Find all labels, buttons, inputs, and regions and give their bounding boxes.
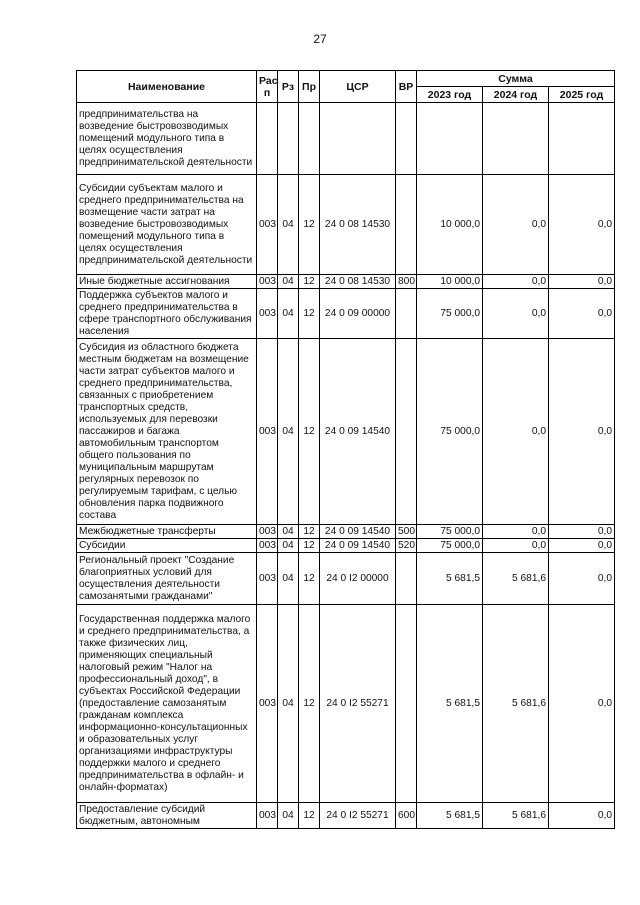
table-row	[77, 339, 615, 525]
row-sum-2025: 0,0	[549, 339, 615, 525]
row-pr: 12	[299, 525, 320, 539]
table-row	[77, 275, 615, 289]
row-name: Межбюджетные трансферты	[77, 525, 257, 539]
row-sum-2024: 0,0	[483, 175, 549, 275]
row-vr	[396, 289, 417, 339]
row-ras: 003	[257, 803, 278, 829]
row-sum-2024: 5 681,6	[483, 803, 549, 829]
row-csr: 24 0 I2 55271	[320, 803, 396, 829]
row-sum-2023: 75 000,0	[417, 289, 483, 339]
row-ras: 003	[257, 553, 278, 605]
row-vr: 600	[396, 803, 417, 829]
row-csr: 24 0 09 00000	[320, 289, 396, 339]
header-year-2025: 2025 год	[549, 87, 615, 103]
row-pr	[299, 103, 320, 175]
table-row	[77, 605, 615, 803]
row-sum-2024: 0,0	[483, 539, 549, 553]
header-sum: Сумма	[417, 71, 615, 87]
row-sum-2025: 0,0	[549, 175, 615, 275]
row-csr: 24 0 08 14530	[320, 275, 396, 289]
row-pr: 12	[299, 539, 320, 553]
row-rz: 04	[278, 553, 299, 605]
row-csr: 24 0 09 14540	[320, 339, 396, 525]
row-pr: 12	[299, 339, 320, 525]
row-vr	[396, 103, 417, 175]
row-vr: 800	[396, 275, 417, 289]
row-pr: 12	[299, 275, 320, 289]
row-sum-2025: 0,0	[549, 803, 615, 829]
header-ras: Рас п	[257, 71, 278, 103]
row-sum-2024: 5 681,6	[483, 605, 549, 803]
row-ras: 003	[257, 175, 278, 275]
row-sum-2025: 0,0	[549, 553, 615, 605]
row-sum-2025	[549, 103, 615, 175]
header-year-2024: 2024 год	[483, 87, 549, 103]
header-vr: ВР	[396, 71, 417, 103]
row-ras: 003	[257, 525, 278, 539]
row-name: Предоставление субсидий бюджетным, автономным	[77, 803, 257, 829]
row-sum-2025: 0,0	[549, 539, 615, 553]
row-name: Иные бюджетные ассигнования	[77, 275, 257, 289]
row-csr	[320, 103, 396, 175]
row-name: Региональный проект "Создание благоприятных условий для осуществления деятельности самозанятыми гражданами"	[77, 553, 257, 605]
row-sum-2025: 0,0	[549, 275, 615, 289]
row-sum-2023: 10 000,0	[417, 275, 483, 289]
row-ras: 003	[257, 289, 278, 339]
row-ras: 003	[257, 275, 278, 289]
row-ras: 003	[257, 605, 278, 803]
row-name: Поддержка субъектов малого и среднего предпринимательства в сфере транспортного обслуживания населения	[77, 289, 257, 339]
row-sum-2024: 0,0	[483, 525, 549, 539]
table-row	[77, 289, 615, 339]
row-ras: 003	[257, 539, 278, 553]
row-sum-2023: 75 000,0	[417, 525, 483, 539]
header-csr: ЦСР	[320, 71, 396, 103]
header-name: Наименование	[77, 71, 257, 103]
table-row	[77, 539, 615, 553]
row-vr	[396, 553, 417, 605]
row-vr: 520	[396, 539, 417, 553]
row-vr	[396, 339, 417, 525]
table-row	[77, 103, 615, 175]
header-year-2023: 2023 год	[417, 87, 483, 103]
row-sum-2023: 5 681,5	[417, 553, 483, 605]
row-pr: 12	[299, 803, 320, 829]
row-sum-2023: 75 000,0	[417, 539, 483, 553]
row-rz: 04	[278, 803, 299, 829]
row-rz: 04	[278, 289, 299, 339]
row-vr	[396, 175, 417, 275]
budget-table	[76, 70, 615, 829]
row-name: Субсидии субъектам малого и среднего предпринимательства на возмещение части затрат на возведение быстровозводимых помещений модульного типа в целях осуществления предпринимательской деятельности	[77, 175, 257, 275]
row-sum-2024: 5 681,6	[483, 553, 549, 605]
row-name: Субсидии	[77, 539, 257, 553]
row-sum-2025: 0,0	[549, 289, 615, 339]
row-rz	[278, 103, 299, 175]
row-sum-2023: 75 000,0	[417, 339, 483, 525]
row-sum-2024	[483, 103, 549, 175]
row-sum-2023: 10 000,0	[417, 175, 483, 275]
table-row	[77, 553, 615, 605]
row-rz: 04	[278, 275, 299, 289]
row-sum-2024: 0,0	[483, 275, 549, 289]
row-sum-2023: 5 681,5	[417, 803, 483, 829]
row-name: Государственная поддержка малого и среднего предпринимательства, а также физических лиц, применяющих специальный налоговый режим "Налог на профессиональный доход", в субъектах Российской Федерации (предоставление самозанятым гражданам комплекса информационно-консультационных и образовательных услуг организациями инфраструктуры поддержки малого и среднего предпринимательства в офлайн- и онлайн-форматах)	[77, 605, 257, 803]
row-name: предпринимательства на возведение быстровозводимых помещений модульного типа в целях осуществления предпринимательской деятельности	[77, 103, 257, 175]
row-sum-2023: 5 681,5	[417, 605, 483, 803]
row-rz: 04	[278, 539, 299, 553]
row-rz: 04	[278, 175, 299, 275]
row-pr: 12	[299, 605, 320, 803]
row-sum-2024: 0,0	[483, 339, 549, 525]
row-rz: 04	[278, 525, 299, 539]
row-sum-2024: 0,0	[483, 289, 549, 339]
page-number: 27	[313, 32, 327, 46]
row-pr: 12	[299, 289, 320, 339]
row-rz: 04	[278, 339, 299, 525]
row-sum-2023	[417, 103, 483, 175]
header-rz: Рз	[278, 71, 299, 103]
row-vr	[396, 605, 417, 803]
table-row	[77, 525, 615, 539]
table-row	[77, 803, 615, 829]
row-pr: 12	[299, 175, 320, 275]
row-name: Субсидия из областного бюджета местным бюджетам на возмещение части затрат субъектов малого и среднего предпринимательства, связанных с приобретением транспортных средств, используемых для перевозки пассажиров и багажа автомобильным транспортом общего пользования по муниципальным маршрутам регулярных перевозок по регулируемым тарифам, с целью обновления парка подвижного состава	[77, 339, 257, 525]
row-ras: 003	[257, 339, 278, 525]
row-csr: 24 0 09 14540	[320, 539, 396, 553]
row-csr: 24 0 09 14540	[320, 525, 396, 539]
header-pr: Пр	[299, 71, 320, 103]
row-csr: 24 0 I2 00000	[320, 553, 396, 605]
table-row	[77, 175, 615, 275]
row-csr: 24 0 08 14530	[320, 175, 396, 275]
row-ras	[257, 103, 278, 175]
row-csr: 24 0 I2 55271	[320, 605, 396, 803]
row-sum-2025: 0,0	[549, 605, 615, 803]
row-rz: 04	[278, 605, 299, 803]
row-pr: 12	[299, 553, 320, 605]
row-sum-2025: 0,0	[549, 525, 615, 539]
row-vr: 500	[396, 525, 417, 539]
